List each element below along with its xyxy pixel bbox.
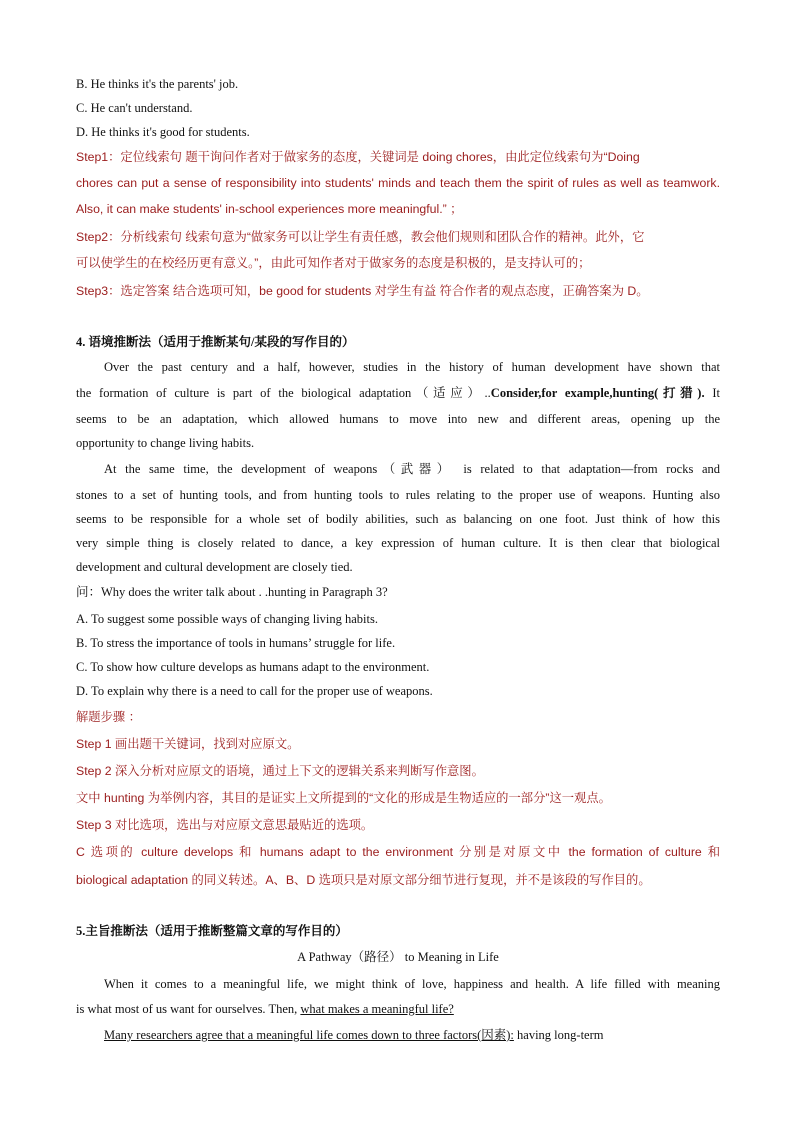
- sec4-step3: Step 3 对比选项，选出与对应原文意思最贴近的选项。: [76, 818, 374, 832]
- sec4-question: 问：Why does the writer talk about . .hunting in Paragraph 3?: [76, 585, 388, 599]
- sec4-step2: Step 2 深入分析对应原文的语境，通过上下文的逻辑关系来判断写作意图。: [76, 764, 484, 778]
- sec4-para1-line2-end: It: [704, 386, 720, 400]
- sec4-para2-line1: At the same time, the development of weapons（武器） is related to that adaptation—from rocks and: [104, 462, 720, 476]
- sec4-option-d: D. To explain why there is a need to call for the proper use of weapons.: [76, 684, 433, 698]
- sec4-para1-line3: seems to be an adaptation, which allowed humans to move into new and different areas, opening up the: [76, 412, 720, 426]
- sec5-para2-underlined: Many researchers agree that a meaningful life comes down to three factors(因素):: [104, 1028, 514, 1042]
- sec4-para1-line4: opportunity to change living habits.: [76, 436, 255, 450]
- sec4-para1-line1: Over the past century and a half, however, studies in the history of human development have shown that: [104, 360, 720, 374]
- q3-option-c: C. He can't understand.: [76, 101, 193, 115]
- section5-heading: 5.主旨推断法（适用于推断整篇文章的写作目的）: [76, 924, 348, 938]
- sec5-para1-line2: [76, 1000, 720, 1018]
- sec4-note2-line1: C 选项的 culture develops 和 humans adapt to the environment 分别是对原文中 the formation of culture 和: [76, 845, 720, 859]
- sec4-note2-line2: biological adaptation 的同义转述。A、B、D 选项只是对原文部分细节进行复现，并不是该段的写作目的。: [76, 873, 651, 887]
- sec5-para1-underlined: what makes a meaningful life?: [300, 1002, 454, 1016]
- section4-heading: 4. 语境推断法（适用于推断某句/某段的写作目的）: [76, 335, 355, 349]
- sec5-para1-line2-text: is what most of us want for ourselves. Then,: [76, 1002, 301, 1016]
- sec4-option-b: B. To stress the importance of tools in humans’ struggle for life.: [76, 636, 396, 650]
- q3-step3: Step3：选定答案 结合选项可知，be good for students 对学生有益 符合作者的观点态度，正确答案为 D。: [76, 284, 649, 298]
- q3-step1-line2: chores can put a sense of responsibility into students' minds and teach them the spirit of rules as well as teamwork.: [76, 176, 720, 190]
- q3-step1-line3: Also, it can make students' in-school experiences more meaningful.” ；: [76, 202, 463, 216]
- sec4-para2-line4: very simple thing is closely related to dance, a key expression of human culture. It is then clear that biological: [76, 536, 720, 550]
- sec4-para1-line2-text: the formation of culture is part of the biological adaptation（适应）..: [76, 386, 491, 400]
- q3-step2-line1: Step2：分析线索句 线索句意为“做家务可以让学生有责任感，教会他们规则和团队合作的精神。此外，它: [76, 230, 645, 244]
- sec4-para2-line2: stones to a set of hunting tools, and from hunting tools to rules relating to the proper use of weapons. Hunting also: [76, 488, 720, 502]
- sec5-para2-line1: [104, 1026, 720, 1044]
- q3-option-d: D. He thinks it's good for students.: [76, 125, 250, 139]
- sec4-note1: 文中 hunting 为举例内容，其目的是证实上文所提到的“文化的形成是生物适应的一部分”这一观点。: [76, 791, 611, 805]
- sec5-article-title: A Pathway（路径） to Meaning in Life: [297, 950, 499, 964]
- sec5-para1-line1: When it comes to a meaningful life, we might think of love, happiness and health. A life filled with meaning: [104, 977, 720, 991]
- sec4-para1-line2: [76, 384, 720, 402]
- sec4-step1: Step 1 画出题干关键词，找到对应原文。: [76, 737, 300, 751]
- sec4-option-a: A. To suggest some possible ways of changing living habits.: [76, 612, 378, 626]
- sec4-steps-title: 解题步骤 ：: [76, 710, 141, 724]
- sec4-para1-bold: Consider,for example,hunting(打猎).: [490, 386, 705, 400]
- q3-step1-line1: Step1：定位线索句 题干询问作者对于做家务的态度，关键词是 doing chores，由此定位线索句为“Doing: [76, 150, 640, 164]
- sec5-para2-line1-end: having long-term: [513, 1028, 604, 1042]
- sec4-para2-line3: seems to be responsible for a whole set of bodily abilities, such as balancing on one foot. Just think of how this: [76, 512, 720, 526]
- sec4-para2-line5: development and cultural development are closely tied.: [76, 560, 353, 574]
- q3-step2-line2: 可以使学生的在校经历更有意义。”，由此可知作者对于做家务的态度是积极的，是支持认可的；: [76, 256, 591, 270]
- q3-option-b: B. He thinks it's the parents' job.: [76, 77, 239, 91]
- sec4-option-c: C. To show how culture develops as humans adapt to the environment.: [76, 660, 430, 674]
